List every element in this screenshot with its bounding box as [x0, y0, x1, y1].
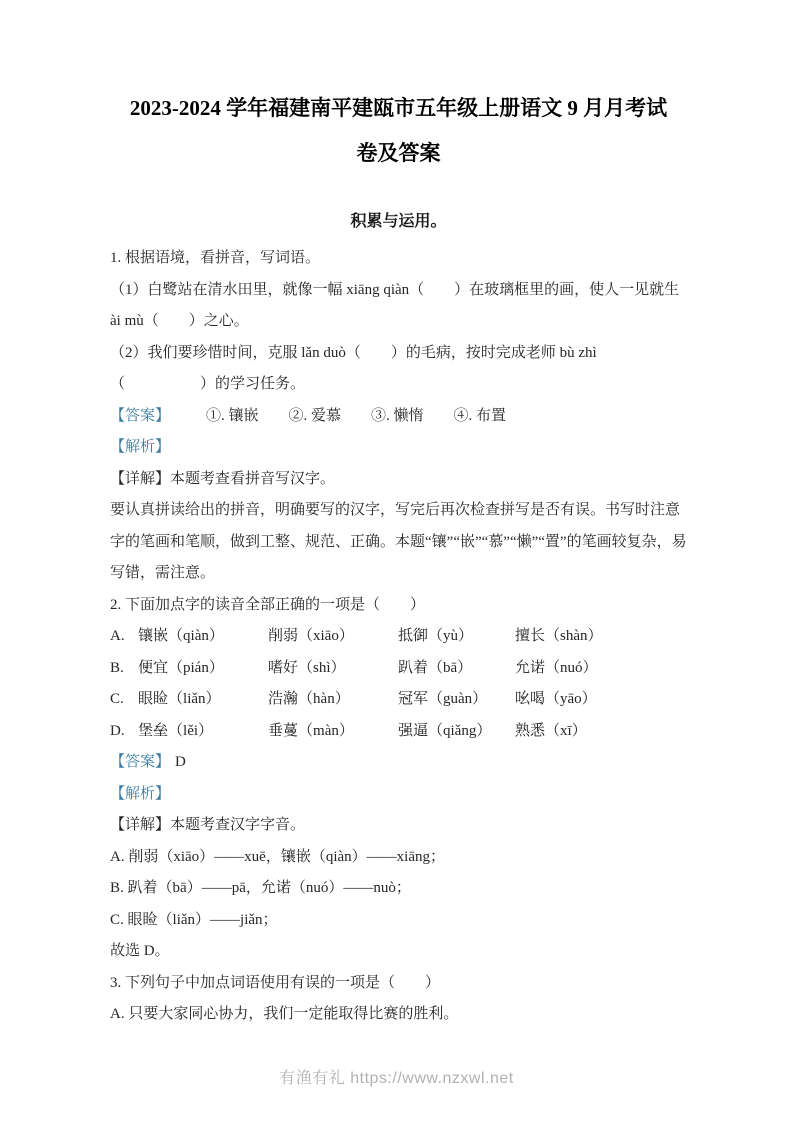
question-3-stem: 3. 下列句子中加点词语使用有误的一项是（ ）: [110, 974, 441, 991]
option-item: 强 ●逼（qiǎng）: [398, 716, 515, 748]
question-2-option-b: [110, 653, 687, 685]
question-3-option-a: A. 只要大家同 ●心 ●协 ●力 ●，我们一定能取得比赛的胜利。: [110, 999, 687, 1031]
question-1-part2: （2）我们要珍惜时间，克服 lǎn duò（ ）的毛病，按时完成老师 bù zhì（ ）的学习任务。: [110, 344, 597, 392]
page-title-line2: 卷及答案: [356, 141, 441, 165]
option-label: B.: [110, 659, 124, 676]
question-2-answer-text: D: [175, 754, 186, 770]
option-item: 垂蔓 ●（màn）: [268, 716, 398, 748]
option-item: 便 ●宜（pián）: [138, 653, 268, 685]
site-watermark: 有渔有礼 https://www.nzxwl.net: [279, 1070, 514, 1087]
option-item: 擅 ●长（shàn）: [515, 621, 687, 653]
question-2-explain-b: B. 趴 ●着（bā）——pā，允诺 ●（nuó）——nuò；: [110, 873, 687, 905]
question-2-explain-a: A. 削 ●弱（xiāo）——xuē，镶 ●嵌（qiàn）——xiāng；: [110, 842, 687, 874]
option-item: 堡垒 ●（lěi）: [138, 716, 268, 748]
question-1-analysis-line: [110, 432, 687, 464]
question-2-conclusion: 故选 D。: [110, 943, 170, 959]
question-2-answer-line: [110, 747, 687, 779]
question-1-answer-line: [110, 401, 687, 433]
section-heading: 积累与运用。: [350, 213, 447, 230]
answer-label: 【答案】: [110, 754, 171, 770]
option-item: 眼睑 ●（liǎn）: [138, 684, 268, 716]
question-1-answer-text: ①. 镶嵌 ②. 爱慕 ③. 懒惰 ④. 布置: [206, 407, 507, 424]
option-item: 允诺 ●（nuó）: [515, 653, 687, 685]
page-title: [110, 86, 687, 176]
analysis-label: 【解析】: [110, 439, 171, 455]
option-item: 吆 ●喝（yāo）: [515, 684, 687, 716]
page-title-line1: 2023-2024 学年福建南平建瓯市五年级上册语文 9 月月考试: [129, 96, 668, 120]
option-label: A.: [110, 628, 125, 644]
option-item: 熟悉 ●（xī）: [515, 716, 687, 748]
question-2-detail: 【详解】本题考查汉字字音。: [110, 817, 306, 833]
answer-label: 【答案】: [110, 407, 171, 424]
option-item: 趴 ●着（bā）: [398, 653, 515, 685]
question-1-stem: 1. 根据语境，看拼音，写词语。: [110, 250, 321, 266]
option-item: 抵御 ●（yù）: [398, 621, 515, 653]
option-label: C.: [110, 691, 124, 707]
option-label: D.: [110, 722, 125, 739]
option-item: 镶嵌 ●（qiàn）: [138, 621, 268, 653]
question-2-option-a: [110, 621, 687, 653]
analysis-label: 【解析】: [110, 785, 171, 802]
question-2-analysis-line: [110, 779, 687, 811]
option-item: 冠 ●军（guàn）: [398, 684, 515, 716]
question-2-explain-c: C. 眼睑 ●（liǎn）——jiǎn；: [110, 905, 687, 937]
option-item: 削 ●弱（xiāo）: [268, 621, 398, 653]
option-item: 浩瀚 ●（hàn）: [268, 684, 398, 716]
question-1-part1: （1）白鹭站在清水田里，就像一幅 xiāng qiàn（ ）在玻璃框里的画，使人一见就生ài mù（ ）之心。: [110, 281, 680, 329]
option-item: 嗜 ●好（shì）: [268, 653, 398, 685]
question-2-stem: 2. 下面加点字的读音全部正确的一项是（ ）: [110, 596, 426, 613]
question-2-option-c: [110, 684, 687, 716]
question-2-option-d: [110, 716, 687, 748]
question-1-detail: 【详解】本题考查看拼音写汉字。: [110, 470, 336, 487]
question-1-note: 要认真拼读给出的拼音，明确要写的汉字，写完后再次检查拼写是否有误。书写时注意字的笔画和笔顺，做到工整、规范、正确。本题“镶”“嵌”“慕”“懒”“置”的笔画较复杂，易写错，需注意。: [110, 502, 687, 581]
